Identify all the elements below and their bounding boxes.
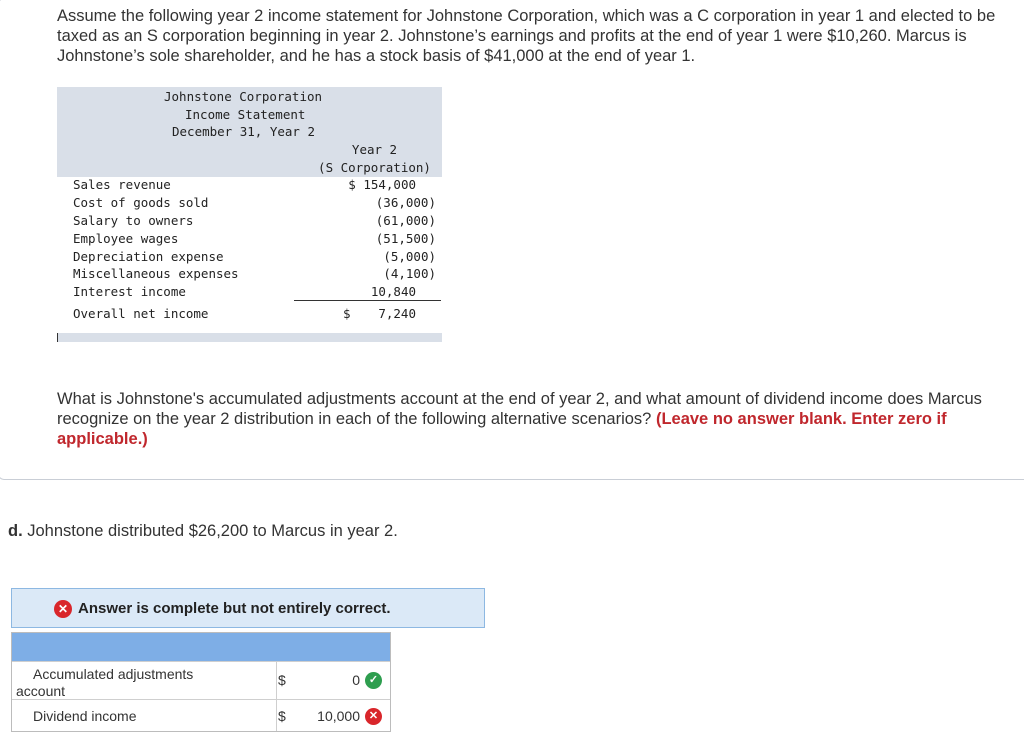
answer-status-banner bbox=[11, 588, 485, 628]
row-label: Miscellaneous expenses bbox=[73, 266, 239, 281]
total-value: 7,240 bbox=[378, 306, 416, 321]
row-value: $ 154,000 bbox=[348, 177, 416, 192]
part-d-text: Johnstone distributed $26,200 to Marcus in year 2. bbox=[22, 522, 398, 540]
aaa-input[interactable]: 0 bbox=[352, 672, 360, 688]
statement-company: Johnstone Corporation bbox=[164, 89, 323, 104]
question-body: What is Johnstone's accumulated adjustments account at the end of year 2, and what amount of dividend income does Marcus recognize on the year 2 distribution in each of the following alternative scenarios? bbox=[57, 390, 982, 428]
intro-text: Assume the following year 2 income statement for Johnstone Corporation, which was a C corporation in year 1 and elected to be taxed as an S corporation beginning in year 2. Johnstone’s earnings and profits at the end of year 1 were $10,260. Marcus is Johnstone’s sole shareholder, and he has a stock basis of $41,000 at the end of year 1. bbox=[57, 7, 996, 65]
row-label: Employee wages bbox=[73, 231, 179, 246]
row-value: (61,000) bbox=[375, 213, 436, 228]
total-label: Overall net income bbox=[73, 306, 209, 321]
answer-row-aaa bbox=[12, 661, 390, 700]
part-d-letter: d. bbox=[8, 522, 23, 540]
column-header-type: (S Corporation) bbox=[318, 160, 431, 175]
row-value: (4,100) bbox=[383, 266, 436, 281]
column-header-year: Year 2 bbox=[351, 142, 398, 157]
dividend-input[interactable]: 10,000 bbox=[317, 708, 360, 724]
row-value: (51,500) bbox=[375, 231, 436, 246]
requirement-note: (Leave no answer blank. Enter zero if applicable.) bbox=[57, 410, 947, 448]
total-row bbox=[57, 306, 442, 324]
row-label: Cost of goods sold bbox=[73, 195, 209, 210]
statement-footer bbox=[57, 333, 442, 342]
answer-dollar: $ bbox=[278, 708, 286, 724]
statement-date: December 31, Year 2 bbox=[172, 124, 315, 139]
row-value: (36,000) bbox=[375, 195, 436, 210]
answer-label: Accumulated adjustments account bbox=[16, 666, 194, 699]
row-label: Depreciation expense bbox=[73, 249, 224, 264]
answer-table bbox=[11, 632, 391, 732]
total-rule bbox=[294, 300, 441, 301]
income-statement bbox=[57, 87, 442, 342]
statement-name: Income Statement bbox=[185, 107, 306, 122]
answer-label: Dividend income bbox=[33, 708, 137, 724]
part-d-prompt bbox=[8, 522, 398, 541]
answer-dollar: $ bbox=[278, 672, 286, 688]
total-dollar: $ bbox=[343, 306, 351, 321]
question-text bbox=[57, 389, 1022, 449]
incorrect-icon: ✕ bbox=[54, 600, 72, 618]
banner-text: Answer is complete but not entirely correct. bbox=[78, 600, 391, 617]
statement-row bbox=[57, 231, 442, 249]
statement-row bbox=[57, 195, 442, 213]
row-label: Interest income bbox=[73, 284, 186, 299]
answer-table-header bbox=[12, 633, 390, 661]
answer-row-dividend bbox=[12, 699, 390, 732]
incorrect-icon: ✕ bbox=[365, 708, 382, 725]
row-value: (5,000) bbox=[383, 249, 436, 264]
row-label: Salary to owners bbox=[73, 213, 194, 228]
row-label: Sales revenue bbox=[73, 177, 171, 192]
statement-row bbox=[57, 177, 442, 195]
statement-row bbox=[57, 266, 442, 284]
statement-row bbox=[57, 213, 442, 231]
statement-row bbox=[57, 249, 442, 267]
row-value: 10,840 bbox=[370, 284, 416, 299]
statement-footer-edge bbox=[57, 333, 58, 342]
check-icon: ✓ bbox=[365, 672, 382, 689]
